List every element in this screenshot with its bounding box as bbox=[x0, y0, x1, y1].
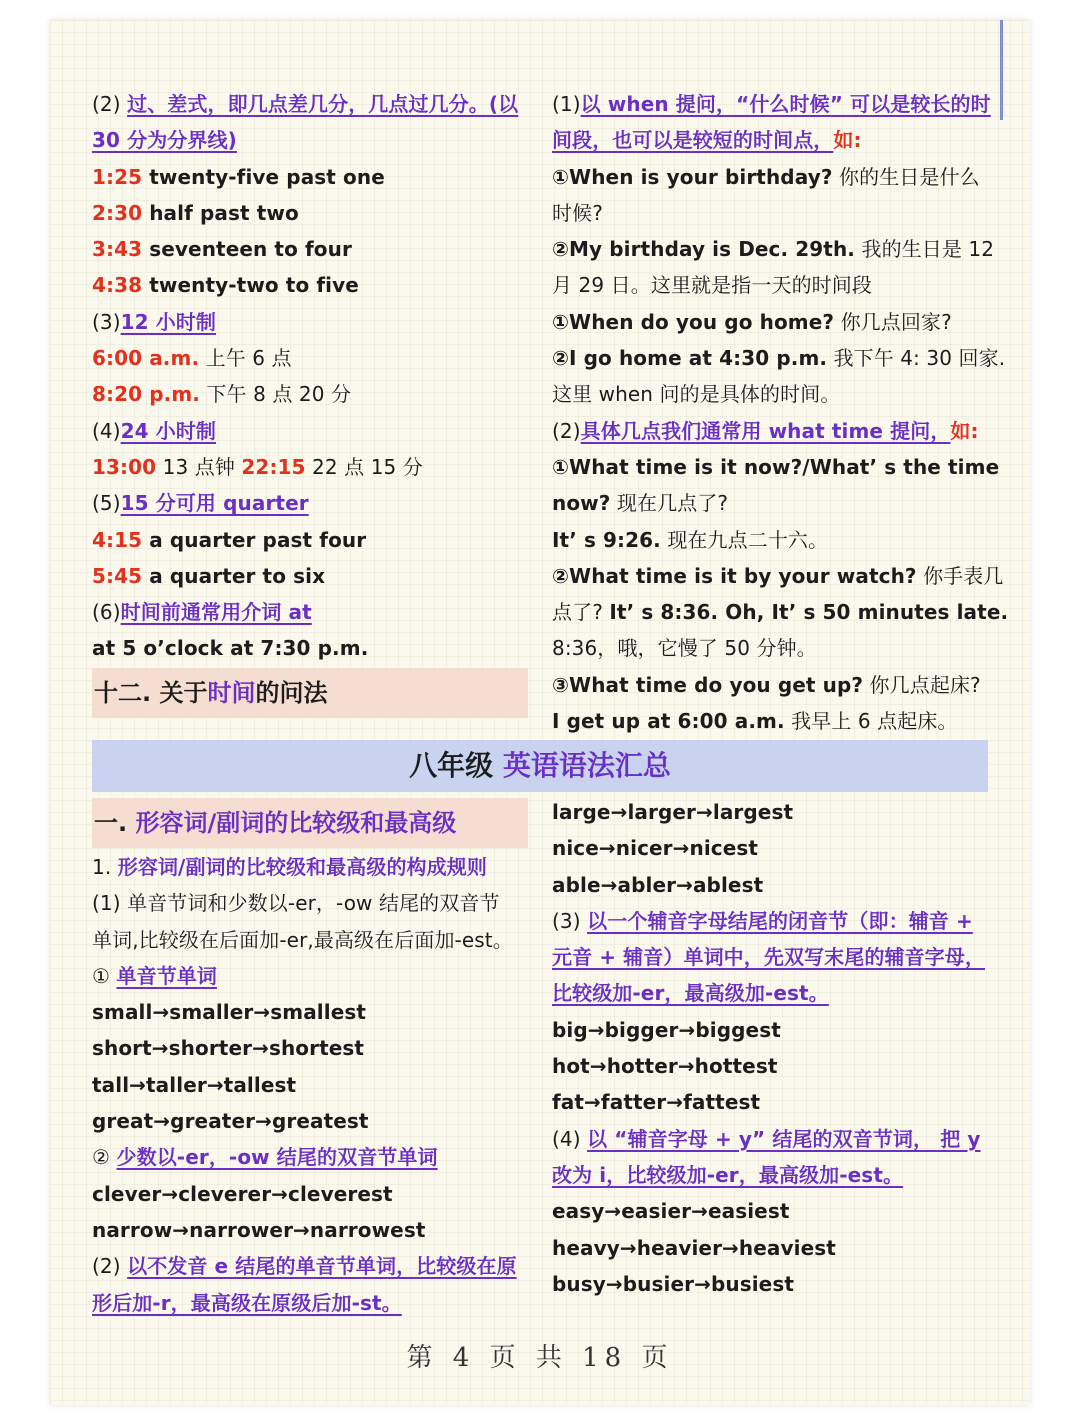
line-text: at 5 o’clock at 7:30 p.m. bbox=[92, 636, 369, 661]
line-text: able→abler→ablest bbox=[552, 872, 764, 897]
right-column-top bbox=[552, 86, 1009, 739]
english-sentence: It’ s 9:26. bbox=[552, 527, 661, 552]
line-text: 15 分可用 quarter bbox=[120, 491, 309, 516]
time-value: 8:20 p.m. bbox=[92, 382, 200, 407]
line-prefix: (6) bbox=[92, 600, 121, 625]
text-line bbox=[552, 522, 992, 558]
text-line bbox=[552, 975, 992, 1011]
english-sentence: ②My birthday is Dec. 29th. bbox=[552, 237, 856, 262]
chinese-text: 我的生日是 12 bbox=[855, 237, 995, 262]
line-prefix: (3) bbox=[552, 908, 588, 933]
text-line bbox=[552, 1048, 992, 1084]
text-line bbox=[92, 922, 532, 958]
chinese-text: 时候? bbox=[552, 200, 603, 225]
text-line bbox=[552, 1121, 992, 1157]
text-line bbox=[92, 849, 532, 885]
text-line bbox=[552, 903, 992, 939]
section-twelve-heading bbox=[92, 668, 528, 718]
text-line bbox=[552, 939, 992, 975]
line-text: twenty-five past one bbox=[142, 164, 385, 189]
line-prefix: (2) bbox=[92, 1254, 128, 1279]
time-value: 22:15 bbox=[241, 454, 306, 479]
line-text: 以一个辅音字母结尾的闭音节（即：辅音 + bbox=[587, 908, 973, 933]
text-line bbox=[92, 340, 532, 376]
time-value: 3:43 bbox=[92, 237, 143, 262]
text-line bbox=[92, 630, 532, 666]
chinese-text: 我下午 4: 30 回家. bbox=[827, 346, 1006, 371]
page-footer: 第 4 页 共 18 页 bbox=[406, 1343, 674, 1373]
line-text: clever→cleverer→cleverest bbox=[92, 1181, 393, 1206]
chinese-text: 8:36，哦，它慢了 50 分钟。 bbox=[552, 636, 817, 661]
text-line bbox=[552, 376, 992, 412]
text-line bbox=[92, 86, 532, 122]
text-line bbox=[552, 449, 1000, 485]
line-prefix: (3) bbox=[92, 309, 121, 334]
chinese-text: 你几点回家? bbox=[834, 309, 952, 334]
line-text: half past two bbox=[142, 200, 299, 225]
text-line bbox=[552, 1084, 992, 1120]
line-tail: 如: bbox=[833, 128, 862, 153]
line-text: 24 小时制 bbox=[120, 418, 217, 443]
text-line bbox=[552, 667, 992, 703]
text-line bbox=[552, 86, 992, 122]
text-line bbox=[552, 267, 992, 303]
english-sentence: It’ s 8:36. Oh, It’ s 50 minutes late. bbox=[609, 600, 1009, 625]
left-column-top bbox=[92, 86, 532, 667]
line-text: 13 点钟 bbox=[156, 454, 235, 479]
banner-accent: 英语语法汇总 bbox=[502, 749, 671, 782]
chinese-text: (1) 单音节词和少数以-er，-ow 结尾的双音节 bbox=[92, 891, 500, 916]
line-text: 上午 6 点 bbox=[199, 346, 292, 371]
chinese-text: 现在九点二十六。 bbox=[660, 527, 829, 552]
line-prefix: (4) bbox=[92, 418, 121, 443]
line-text: 30 分为分界线) bbox=[92, 128, 237, 153]
text-line bbox=[552, 195, 992, 231]
english-sentence: ①What time is it now?/What’ s the time bbox=[552, 454, 1000, 479]
english-sentence: ①When do you go home? bbox=[552, 309, 835, 334]
text-line bbox=[92, 1067, 532, 1103]
text-line bbox=[552, 1157, 992, 1193]
text-line bbox=[552, 703, 992, 739]
text-line bbox=[92, 885, 532, 921]
line-text: 下午 8 点 20 分 bbox=[199, 382, 352, 407]
line-prefix: ① bbox=[92, 963, 117, 988]
line-text: short→shorter→shortest bbox=[92, 1036, 365, 1061]
text-line bbox=[92, 1030, 532, 1066]
text-line bbox=[552, 594, 1009, 630]
text-line bbox=[92, 1212, 532, 1248]
text-line bbox=[92, 449, 532, 485]
line-text: busy→busier→busiest bbox=[552, 1271, 794, 1296]
line-text: large→larger→largest bbox=[552, 800, 794, 824]
text-line bbox=[552, 122, 992, 158]
english-sentence: ②What time is it by your watch? bbox=[552, 563, 917, 588]
line-text: 形后加-r，最高级在原级后加-st。 bbox=[92, 1290, 402, 1315]
time-value: 6:00 a.m. bbox=[92, 346, 200, 371]
line-text: fat→fatter→fattest bbox=[552, 1090, 761, 1115]
line-text: hot→hotter→hottest bbox=[552, 1054, 778, 1079]
text-line bbox=[92, 522, 532, 558]
text-line bbox=[552, 231, 995, 267]
section-twelve-prefix: 十二. 关于 bbox=[94, 679, 208, 707]
line-text: narrow→narrower→narrowest bbox=[92, 1217, 426, 1242]
line-text: 以 when 提问，“什么时候” 可以是较长的时 bbox=[580, 92, 991, 116]
text-line bbox=[552, 867, 992, 903]
text-line bbox=[552, 485, 992, 521]
text-line bbox=[92, 558, 532, 594]
left-column-bottom bbox=[92, 849, 532, 1321]
line-text: 少数以-er，-ow 结尾的双音节单词 bbox=[116, 1145, 438, 1170]
line-prefix: (2) bbox=[552, 418, 581, 443]
text-line bbox=[92, 231, 532, 267]
section-twelve-accent: 时间 bbox=[207, 679, 256, 707]
chinese-text: 月 29 日。这里就是指一天的时间段 bbox=[552, 273, 872, 298]
english-sentence: I get up at 6:00 a.m. bbox=[552, 709, 785, 734]
line-text: 过、差式，即几点差几分，几点过几分。(以 bbox=[127, 92, 519, 116]
chinese-text: 我早上 6 点起床。 bbox=[784, 709, 958, 734]
line-text: big→bigger→biggest bbox=[552, 1017, 781, 1042]
line-text: 间段，也可以是较短的时间点， bbox=[552, 128, 834, 153]
line-text: 具体几点我们通常用 what time 提问， bbox=[580, 418, 951, 443]
line-text: twenty-two to five bbox=[142, 273, 359, 298]
line-tail: 如: bbox=[950, 418, 979, 443]
text-line bbox=[92, 376, 532, 412]
text-line bbox=[92, 159, 532, 195]
line-text: tall→taller→tallest bbox=[92, 1072, 297, 1097]
chinese-text: 单词,比较级在后面加-er,最高级在后面加-est。 bbox=[92, 927, 513, 952]
text-line bbox=[92, 195, 532, 231]
text-line bbox=[92, 122, 532, 158]
line-text: 形容词/副词的比较级和最高级的构成规则 bbox=[117, 855, 487, 879]
margin-rule bbox=[1000, 20, 1003, 120]
chinese-text: 点了? bbox=[552, 600, 610, 625]
section-one-accent: 形容词/副词的比较级和最高级 bbox=[135, 809, 457, 837]
english-sentence: now? bbox=[552, 491, 611, 516]
text-line bbox=[92, 594, 532, 630]
line-text: 时间前通常用介词 at bbox=[120, 600, 312, 625]
line-text: 比较级加-er，最高级加-est。 bbox=[552, 981, 829, 1006]
text-line bbox=[552, 1266, 992, 1302]
line-text: small→smaller→smallest bbox=[92, 1000, 367, 1025]
text-line bbox=[92, 267, 532, 303]
line-text: a quarter past four bbox=[142, 527, 367, 552]
line-prefix: ② bbox=[92, 1145, 117, 1170]
right-column-bottom bbox=[552, 794, 992, 1302]
english-sentence: ②I go home at 4:30 p.m. bbox=[552, 346, 828, 371]
text-line bbox=[552, 630, 992, 666]
text-line bbox=[92, 1139, 532, 1175]
text-line bbox=[92, 1285, 532, 1321]
time-value: 13:00 bbox=[92, 454, 157, 479]
text-line bbox=[552, 558, 1004, 594]
line-prefix: (5) bbox=[92, 491, 121, 516]
text-line bbox=[92, 1176, 532, 1212]
text-line bbox=[552, 1012, 992, 1048]
line-prefix: (4) bbox=[552, 1126, 588, 1151]
text-line bbox=[92, 1103, 532, 1139]
line-text: 12 小时制 bbox=[120, 309, 217, 334]
line-text: heavy→heavier→heaviest bbox=[552, 1235, 836, 1260]
text-line bbox=[552, 159, 992, 195]
chinese-text: 你手表几 bbox=[916, 563, 1004, 588]
line-text: 以 “辅音字母 + y” 结尾的双音节词， 把 y bbox=[587, 1126, 981, 1151]
text-line bbox=[92, 485, 532, 521]
text-line bbox=[552, 413, 992, 449]
line-text: great→greater→greatest bbox=[92, 1109, 369, 1134]
english-sentence: ③What time do you get up? bbox=[552, 672, 864, 697]
text-line bbox=[552, 1230, 992, 1266]
text-line bbox=[92, 994, 532, 1030]
text-line bbox=[552, 1193, 992, 1229]
time-value: 1:25 bbox=[92, 164, 143, 189]
line-text: 元音 + 辅音）单词中，先双写末尾的辅音字母， bbox=[552, 945, 985, 970]
english-sentence: ①When is your birthday? bbox=[552, 164, 833, 189]
text-line bbox=[92, 1248, 532, 1284]
line-text: seventeen to four bbox=[142, 237, 352, 262]
section-twelve-suffix: 的问法 bbox=[255, 679, 328, 707]
time-value: 4:15 bbox=[92, 527, 143, 552]
chinese-text: 你的生日是什么 bbox=[832, 164, 980, 189]
text-line bbox=[552, 794, 992, 830]
line-text: 以不发音 e 结尾的单音节单词，比较级在原 bbox=[127, 1254, 517, 1279]
text-line bbox=[552, 304, 992, 340]
line-text: 22 点 15 分 bbox=[305, 454, 423, 479]
grade-eight-banner bbox=[92, 740, 988, 792]
section-one-heading bbox=[92, 798, 528, 848]
text-line bbox=[552, 830, 992, 866]
chinese-text: 现在几点了? bbox=[610, 491, 729, 516]
text-line bbox=[92, 958, 532, 994]
time-value: 2:30 bbox=[92, 200, 143, 225]
line-text: 改为 i，比较级加-er，最高级加-est。 bbox=[552, 1162, 904, 1187]
text-line bbox=[552, 340, 1006, 376]
line-prefix: (1) bbox=[552, 92, 581, 116]
text-line bbox=[92, 304, 532, 340]
time-value: 5:45 bbox=[92, 563, 143, 588]
banner-prefix: 八年级 bbox=[409, 749, 503, 782]
text-line bbox=[92, 413, 532, 449]
section-one-prefix: 一. bbox=[94, 809, 136, 837]
line-text: easy→easier→easiest bbox=[552, 1199, 790, 1224]
chinese-text: 这里 when 问的是具体的时间。 bbox=[552, 382, 841, 407]
line-text: a quarter to six bbox=[142, 563, 326, 588]
line-prefix: 1. bbox=[92, 855, 118, 879]
line-text: nice→nicer→nicest bbox=[552, 836, 759, 861]
line-text: 单音节单词 bbox=[116, 963, 217, 988]
line-prefix: (2) bbox=[92, 92, 128, 116]
time-value: 4:38 bbox=[92, 273, 143, 298]
chinese-text: 你几点起床? bbox=[863, 672, 981, 697]
